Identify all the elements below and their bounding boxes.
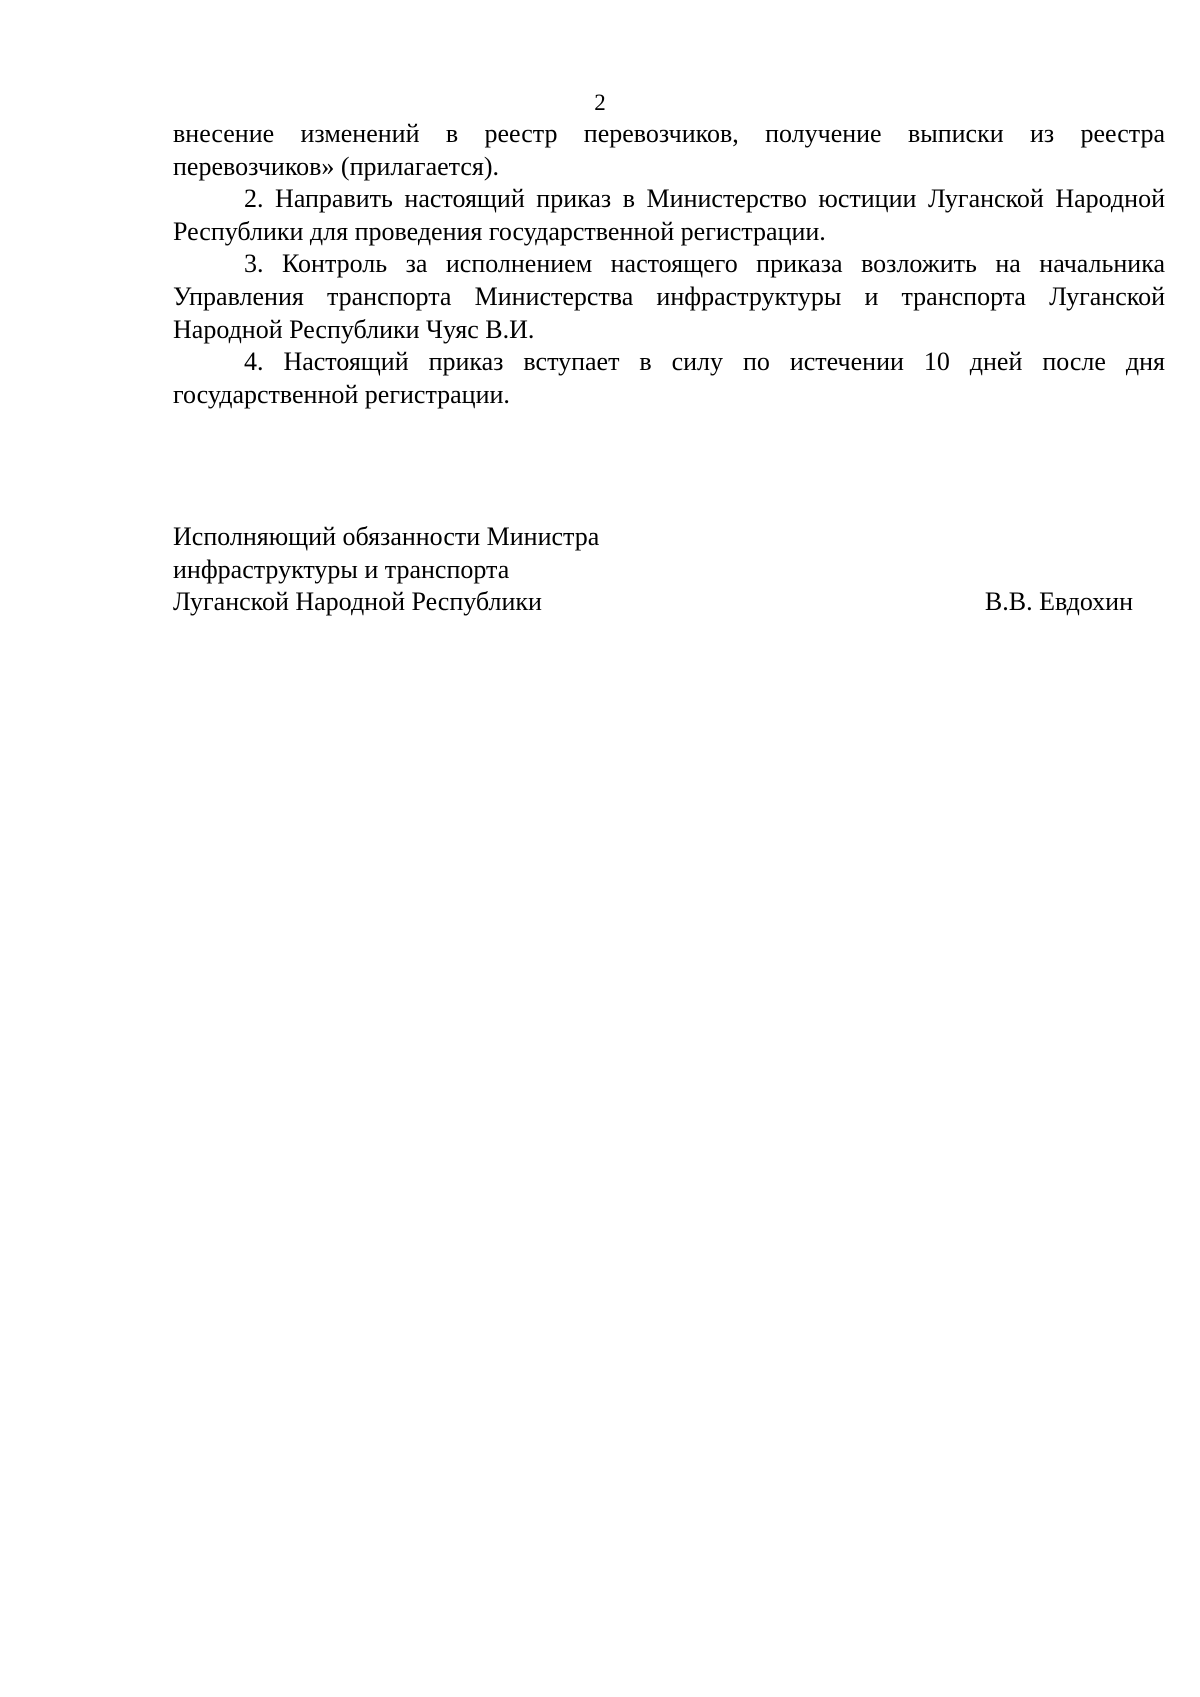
signatory-name: В.В. Евдохин	[984, 587, 1133, 617]
signature-block	[173, 521, 1133, 619]
signatory-position-line-1: Исполняющий обязанности Министра	[173, 522, 600, 551]
paragraph-item-3: 3. Контроль за исполнением настоящего приказа возложить на начальника Управления транспорта Министерства инфраструктуры и транспорта Луганской Народной Республики Чуяс В.И.	[173, 249, 1165, 344]
order-body	[173, 118, 1165, 411]
signatory-position-line-3: Луганской Народной Республики	[173, 587, 542, 617]
paragraph-item-2: 2. Направить настоящий приказ в Министерство юстиции Луганской Народной Республики для проведения государственной регистрации.	[173, 184, 1165, 246]
signatory-position-line-2: инфраструктуры и транспорта	[173, 554, 510, 584]
paragraph-continuation: внесение изменений в реестр перевозчиков, получение выписки из реестра перевозчиков» (прилагается).	[173, 119, 1165, 181]
signature-row	[173, 586, 1133, 619]
page-number: 2	[594, 90, 606, 115]
paragraph-item-4: 4. Настоящий приказ вступает в силу по истечении 10 дней после дня государственной регистрации.	[173, 347, 1165, 409]
